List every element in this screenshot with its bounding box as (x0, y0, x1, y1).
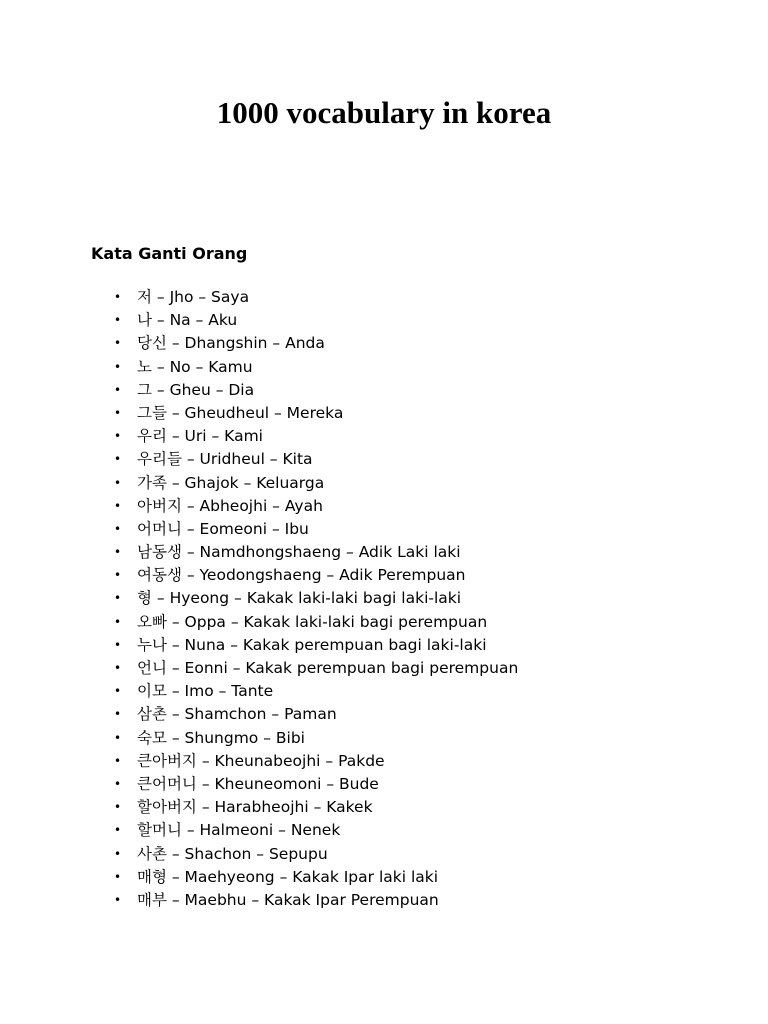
list-item (0, 889, 518, 912)
list-item (0, 564, 518, 587)
bullet-icon: • (114, 336, 122, 351)
list-item-text: 아버지 – Abheojhi – Ayah (137, 496, 323, 515)
bullet-icon: • (114, 452, 122, 467)
list-item (0, 541, 518, 564)
list-item-text: 할머니 – Halmeoni – Nenek (137, 821, 341, 840)
list-item-text: 할아버지 – Harabheojhi – Kakek (137, 798, 373, 817)
bullet-icon: • (114, 429, 122, 444)
list-item (0, 703, 518, 726)
bullet-icon: • (114, 776, 122, 791)
list-item-text: 큰아버지 – Kheunabeojhi – Pakde (137, 751, 385, 770)
bullet-icon: • (114, 290, 122, 304)
list-item (0, 680, 518, 703)
list-item-text: 언니 – Eonni – Kakak perempuan bagi perempuan (137, 659, 519, 677)
bullet-icon: • (114, 823, 122, 838)
list-item (0, 332, 518, 355)
bullet-icon: • (114, 637, 122, 652)
bullet-icon: • (114, 591, 122, 606)
list-item-text: 큰어머니 – Kheuneomoni – Bude (137, 774, 379, 793)
section-heading: Kata Ganti Orang (91, 244, 248, 263)
list-item-text: 사촌 – Shachon – Sepupu (137, 844, 328, 863)
bullet-icon: • (114, 568, 122, 583)
list-item-text: 그들 – Gheudheul – Mereka (137, 403, 344, 422)
list-item (0, 286, 518, 309)
list-item (0, 402, 518, 425)
list-item-text: 어머니 – Eomeoni – Ibu (137, 519, 309, 538)
list-item-text: 삼촌 – Shamchon – Paman (137, 705, 337, 724)
bullet-icon: • (114, 800, 122, 815)
bullet-icon: • (114, 521, 122, 536)
list-item-text: 그 – Gheu – Dia (137, 380, 255, 399)
bullet-icon: • (114, 475, 122, 490)
list-item (0, 309, 518, 332)
list-item (0, 796, 518, 819)
bullet-icon: • (114, 405, 122, 420)
list-item (0, 448, 518, 471)
vocabulary-list (0, 286, 518, 912)
list-item (0, 866, 518, 889)
bullet-icon: • (114, 545, 122, 560)
bullet-icon: • (114, 382, 122, 397)
list-item (0, 819, 518, 842)
list-item-text: 우리들 – Uridheul – Kita (137, 450, 313, 469)
list-item (0, 472, 518, 495)
list-item (0, 611, 518, 634)
bullet-icon: • (114, 684, 122, 699)
list-item-text: 오빠 – Oppa – Kakak laki-laki bagi perempuan (137, 612, 488, 631)
bullet-icon: • (114, 892, 122, 907)
bullet-icon: • (114, 753, 122, 768)
list-item-text: 우리 – Uri – Kami (137, 427, 263, 446)
list-item (0, 356, 518, 379)
bullet-icon: • (114, 730, 122, 745)
list-item-text: 누나 – Nuna – Kakak perempuan bagi laki-laki (137, 635, 487, 654)
list-item (0, 843, 518, 866)
list-item-text: 당신 – Dhangshin – Anda (137, 334, 325, 353)
bullet-icon: • (114, 498, 122, 513)
bullet-icon: • (114, 313, 122, 328)
list-item-text: 형 – Hyeong – Kakak laki-laki bagi laki-laki (137, 589, 462, 608)
list-item (0, 727, 518, 750)
list-item-text: 여동생 – Yeodongshaeng – Adik Perempuan (137, 566, 466, 585)
list-item-text: 가족 – Ghajok – Keluarga (137, 473, 325, 492)
list-item (0, 495, 518, 518)
bullet-icon: • (114, 707, 122, 722)
list-item-text: 숙모 – Shungmo – Bibi (137, 728, 305, 747)
list-item (0, 750, 518, 773)
list-item (0, 773, 518, 796)
list-item (0, 425, 518, 448)
list-item-text: 매부 – Maebhu – Kakak Ipar Perempuan (137, 890, 439, 909)
bullet-icon: • (114, 614, 122, 629)
list-item (0, 587, 518, 610)
list-item (0, 634, 518, 657)
list-item-text: 남동생 – Namdhongshaeng – Adik Laki laki (137, 543, 461, 562)
list-item-text: 매형 – Maehyeong – Kakak Ipar laki laki (137, 867, 439, 886)
list-item (0, 657, 518, 680)
bullet-icon: • (114, 846, 122, 861)
list-item (0, 518, 518, 541)
list-item-text: 이모 – Imo – Tante (137, 682, 274, 701)
list-item-text: 노 – No – Kamu (137, 357, 253, 376)
bullet-icon: • (114, 869, 122, 884)
list-item-text: 나 – Na – Aku (137, 311, 238, 330)
list-item (0, 379, 518, 402)
bullet-icon: • (114, 359, 122, 374)
page-title: 1000 vocabulary in korea (216, 95, 552, 130)
list-item-text: 저 – Jho – Saya (137, 288, 250, 306)
bullet-icon: • (114, 661, 122, 675)
